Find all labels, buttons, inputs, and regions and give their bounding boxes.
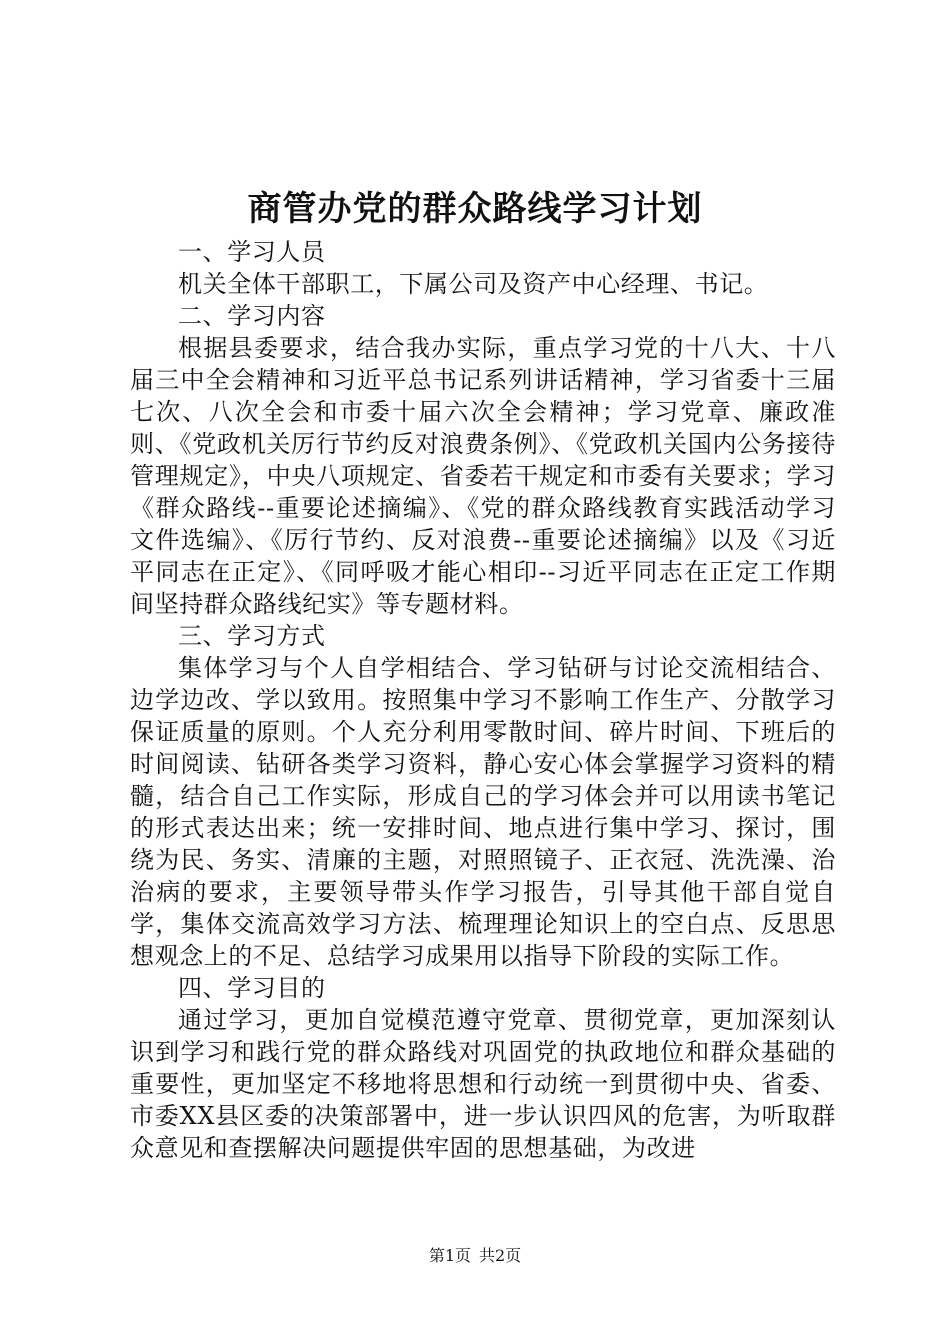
page-number: 第1页 <box>428 1246 471 1265</box>
page-footer <box>0 1246 950 1266</box>
paragraph-purpose: 通过学习，更加自觉模范遵守党章、贯彻党章，更加深刻认识到学习和践行党的群众路线对巩固党的执政地位和群众基础的重要性，更加坚定不移地将思想和行动统一到贯彻中央、省委、市委XX县区委的决策部署中，进一步认识四风的危害，为听取群众意见和查摆解决问题提供牢固的思想基础，为改进 <box>130 1006 836 1162</box>
paragraph-content: 根据县委要求，结合我办实际，重点学习党的十八大、十八届三中全会精神和习近平总书记系列讲话精神，学习省委十三届七次、八次全会和市委十届六次全会精神；学习党章、廉政准则、《党政机关厉行节约反对浪费条例》、《党政机关国内公务接待管理规定》，中央八项规定、省委若干规定和市委有关要求；学习《群众路线--重要论述摘编》、《党的群众路线教育实践活动学习文件选编》、《厉行节约、反对浪费--重要论述摘编》以及《习近平同志在正定》、《同呼吸才能心相印--习近平同志在正定工作期间坚持群众路线纪实》等专题材料。 <box>130 334 836 618</box>
section-heading-purpose: 四、学习目的 <box>178 974 326 1002</box>
document-body <box>130 236 836 1164</box>
document-title: 商管办党的群众路线学习计划 <box>247 189 703 229</box>
paragraph-method: 集体学习与个人自学相结合、学习钻研与讨论交流相结合、边学边改、学以致用。按照集中学习不影响工作生产、分散学习保证质量的原则。个人充分利用零散时间、碎片时间、下班后的时间阅读、钻研各类学习资料，静心安心体会掌握学习资料的精髓，结合自己工作实际，形成自己的学习体会并可以用读书笔记的形式表达出来；统一安排时间、地点进行集中学习、探讨，围绕为民、务实、清廉的主题，对照照镜子、正衣冠、洗洗澡、治治病的要求，主要领导带头作学习报告，引导其他干部自觉自学，集体交流高效学习方法、梳理理论知识上的空白点、反思思想观念上的不足、总结学习成果用以指导下阶段的实际工作。 <box>130 654 836 970</box>
section-heading-content: 二、学习内容 <box>178 302 326 330</box>
section-heading-method: 三、学习方式 <box>178 622 326 650</box>
paragraph-personnel: 机关全体干部职工，下属公司及资产中心经理、书记。 <box>178 270 769 298</box>
page-total: 共2页 <box>479 1246 522 1265</box>
section-heading-personnel: 一、学习人员 <box>178 238 326 266</box>
